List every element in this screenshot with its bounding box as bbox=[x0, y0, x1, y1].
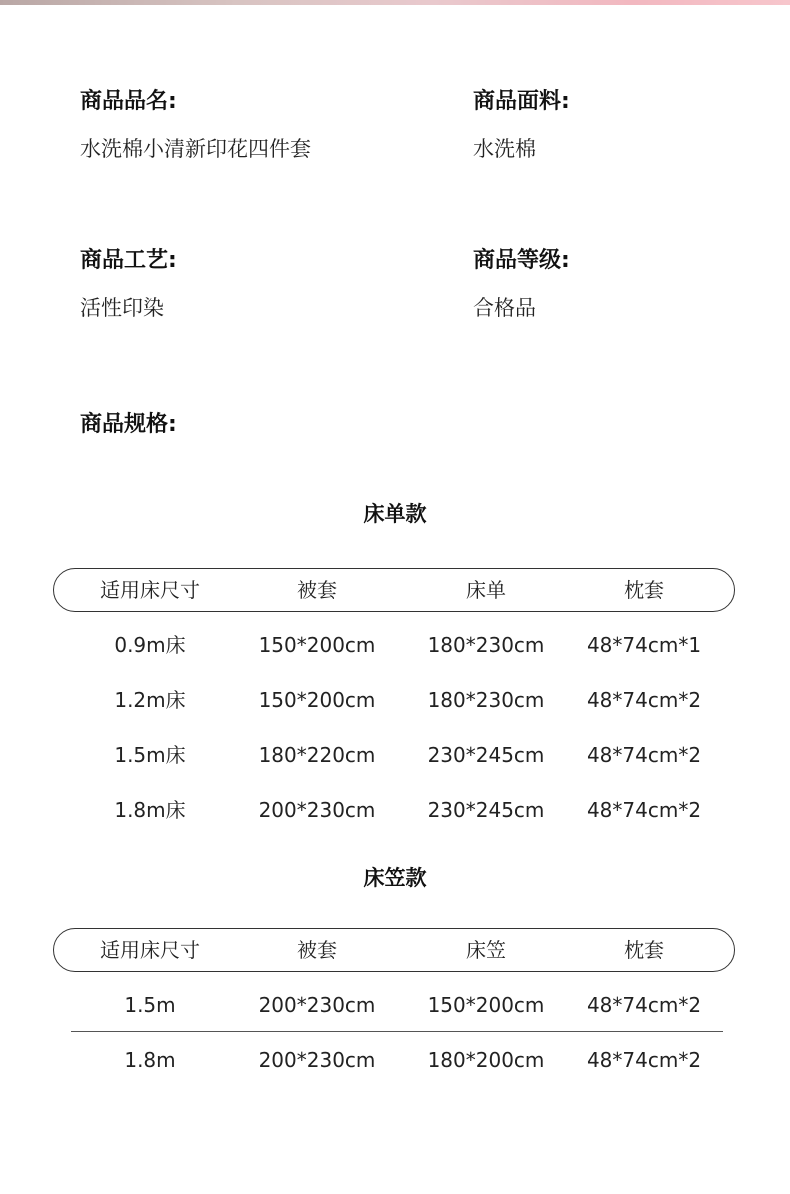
sheet_table-row-cell: 150*200cm bbox=[258, 688, 376, 712]
fitted_table-row-cell: 1.5m bbox=[124, 993, 176, 1017]
top-decorative-strip bbox=[0, 0, 790, 5]
product-name-value: 水洗棉小清新印花四件套 bbox=[80, 137, 311, 161]
fitted_table-header-cell: 被套 bbox=[297, 938, 337, 962]
sheet_table-row-cell: 230*245cm bbox=[427, 743, 545, 767]
fitted_table-row-cell: 1.8m bbox=[124, 1048, 176, 1072]
fitted_table-row-cell: 200*230cm bbox=[258, 1048, 376, 1072]
product-fabric-label: 商品面料: bbox=[473, 89, 570, 114]
product-craft-block bbox=[80, 247, 177, 322]
sheet_table-header-cell: 床单 bbox=[466, 578, 506, 602]
product-spec-label: 商品规格: bbox=[80, 412, 177, 437]
sheet_table-row-cell: 180*230cm bbox=[427, 688, 545, 712]
fitted_table-row-cell: 48*74cm*2 bbox=[586, 993, 702, 1017]
fitted_table-row-cell: 48*74cm*2 bbox=[586, 1048, 702, 1072]
sheet_table-row-cell: 180*220cm bbox=[258, 743, 376, 767]
product-spec-block bbox=[80, 411, 177, 439]
fitted-row-divider bbox=[71, 1031, 723, 1032]
product-name-block bbox=[80, 88, 311, 163]
product-craft-label: 商品工艺: bbox=[80, 248, 177, 273]
sheet_table-row-cell: 1.5m床 bbox=[114, 743, 186, 767]
sheet_table-row-cell: 230*245cm bbox=[427, 798, 545, 822]
product-fabric-block bbox=[473, 88, 570, 163]
sheet_table-header-cell: 适用床尺寸 bbox=[100, 578, 200, 602]
sheet_table-header-cell: 被套 bbox=[297, 578, 337, 602]
sheet_table-row-cell: 1.2m床 bbox=[114, 688, 186, 712]
sheet_table-row-cell: 48*74cm*1 bbox=[586, 633, 702, 657]
product-craft-value: 活性印染 bbox=[80, 296, 164, 320]
sheet_table-row-cell: 48*74cm*2 bbox=[586, 743, 702, 767]
product-grade-label: 商品等级: bbox=[473, 248, 570, 273]
sheet_table-row-cell: 200*230cm bbox=[258, 798, 376, 822]
product-fabric-value: 水洗棉 bbox=[473, 137, 536, 161]
fitted_table-header-cell: 枕套 bbox=[624, 938, 664, 962]
product-name-label: 商品品名: bbox=[80, 89, 177, 114]
fitted_table-row-cell: 200*230cm bbox=[258, 993, 376, 1017]
fitted_table-row-cell: 150*200cm bbox=[427, 993, 545, 1017]
fitted_table-header-cell: 适用床尺寸 bbox=[100, 938, 200, 962]
sheet_table-row-cell: 150*200cm bbox=[258, 633, 376, 657]
sheet-table-title: 床单款 bbox=[363, 502, 427, 526]
sheet_table-row-cell: 48*74cm*2 bbox=[586, 688, 702, 712]
product-grade-value: 合格品 bbox=[473, 296, 536, 320]
sheet_table-row-cell: 1.8m床 bbox=[114, 798, 186, 822]
product-grade-block bbox=[473, 247, 570, 322]
fitted_table-header-cell: 床笠 bbox=[466, 938, 506, 962]
sheet_table-row-cell: 48*74cm*2 bbox=[586, 798, 702, 822]
fitted_table-row-cell: 180*200cm bbox=[427, 1048, 545, 1072]
fitted-table-title: 床笠款 bbox=[363, 866, 427, 890]
sheet_table-header-cell: 枕套 bbox=[624, 578, 664, 602]
sheet_table-row-cell: 180*230cm bbox=[427, 633, 545, 657]
sheet_table-row-cell: 0.9m床 bbox=[114, 633, 186, 657]
